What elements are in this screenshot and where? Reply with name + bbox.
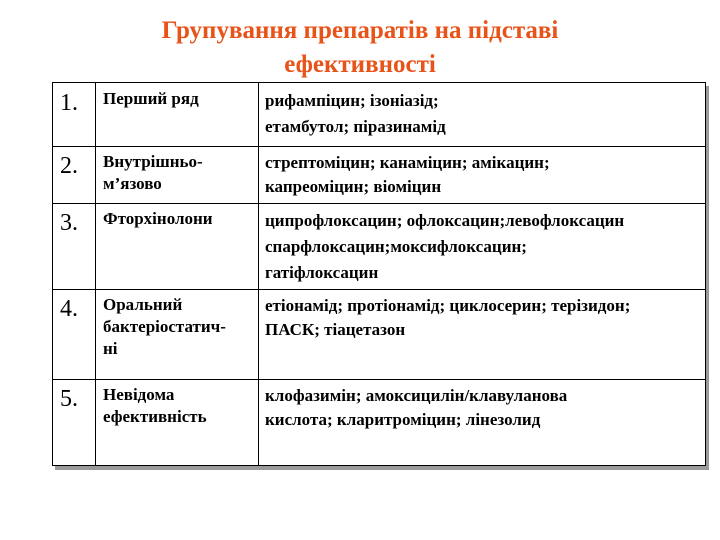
slide-title <box>60 14 660 82</box>
row-number: 4. <box>60 296 78 322</box>
title-line-2: ефективності <box>284 51 436 78</box>
drug-list-line: ПАСК; тіацетазон <box>265 320 406 339</box>
table-row <box>53 203 705 289</box>
group-name-line: Оральний <box>103 295 183 314</box>
group-name <box>103 384 259 428</box>
group-name <box>103 294 259 360</box>
drug-list-line: спарфлоксацин;моксифлоксацин; <box>265 237 527 256</box>
row-number: 1. <box>60 90 78 116</box>
group-name <box>103 88 259 110</box>
drug-list-line: стрептоміцин; канаміцин; амікацин; <box>265 153 550 172</box>
drug-list-line: етамбутол; піразинамід <box>265 117 446 136</box>
group-name <box>103 208 259 230</box>
group-name-line: Невідома <box>103 385 175 404</box>
drug-group-table <box>52 82 706 466</box>
group-name-line: ефективність <box>103 407 207 426</box>
drug-list <box>265 208 701 286</box>
table-row <box>53 379 705 465</box>
row-number: 3. <box>60 210 78 236</box>
table-row <box>53 83 705 146</box>
group-name-line: бактеріостатич- <box>103 317 226 336</box>
group-name <box>103 151 259 195</box>
drug-list-line: капреоміцин; віоміцин <box>265 177 442 196</box>
group-name-line: Перший ряд <box>103 89 199 108</box>
row-number: 2. <box>60 153 78 179</box>
group-name-line: м’язово <box>103 174 162 193</box>
drug-list-line: рифампіцин; ізоніазід; <box>265 91 439 110</box>
drug-list-line: гатіфлоксацин <box>265 263 379 282</box>
title-line-1: Групування препаратів на підставі <box>161 17 559 44</box>
row-number: 5. <box>60 386 78 412</box>
drug-list-line: клофазимін; амоксицилін/клавуланова <box>265 386 568 405</box>
table-row <box>53 146 705 203</box>
group-name-line: Внутрішньо- <box>103 152 203 171</box>
drug-list <box>265 294 701 342</box>
group-name-line: Фторхінолони <box>103 209 213 228</box>
table-row <box>53 289 705 379</box>
drug-list <box>265 384 701 432</box>
drug-list-line: етіонамід; протіонамід; циклосерин; терізидон; <box>265 296 631 315</box>
drug-list-line: кислота; кларитроміцин; лінезолид <box>265 410 541 429</box>
drug-list <box>265 88 701 140</box>
drug-list-line: ципрофлоксацин; офлоксацин;левофлоксацин <box>265 211 625 230</box>
drug-list <box>265 151 701 199</box>
group-name-line: ні <box>103 339 118 358</box>
